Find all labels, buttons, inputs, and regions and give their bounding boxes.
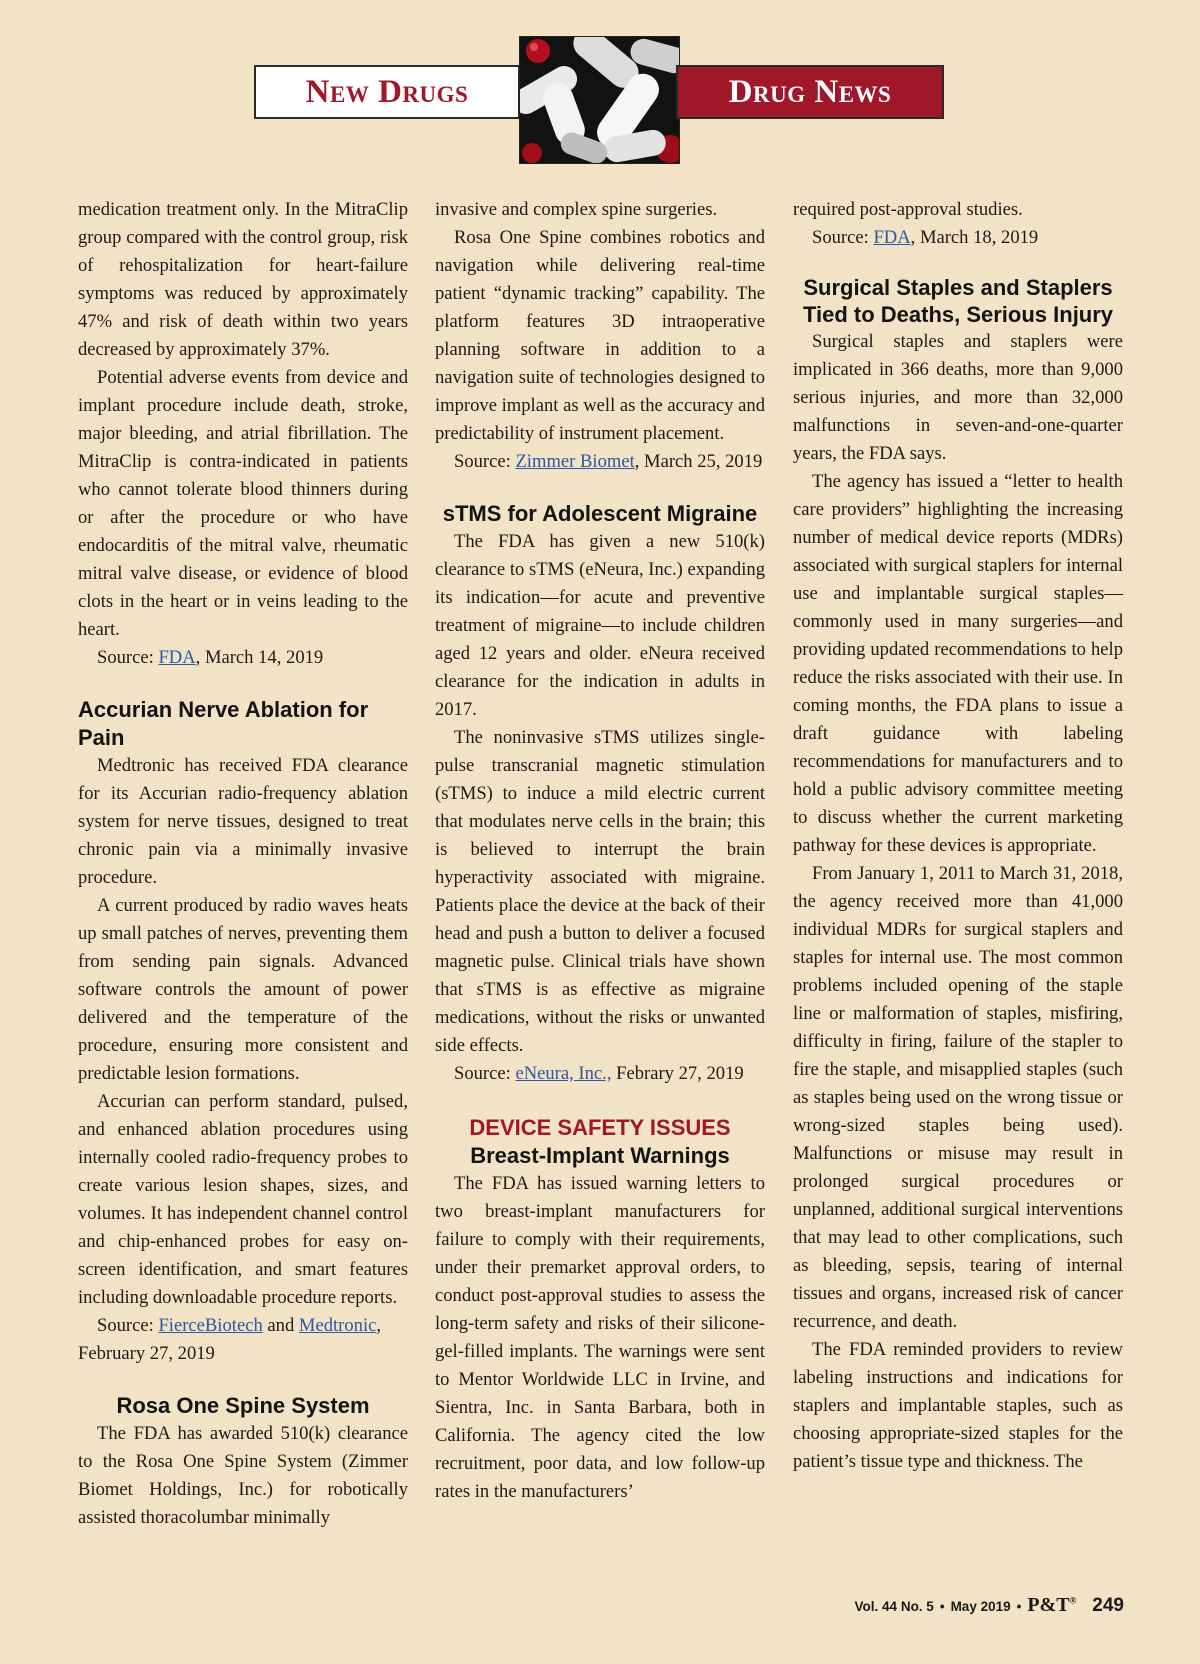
paragraph: medication treatment only. In the MitraClip group compared with the control group, risk of rehospitalization for heart-failure symptoms was reduced by approximately 47% and risk of death within two years decreased by approximately 37%. <box>78 199 408 360</box>
pills-image <box>520 37 680 164</box>
new-drugs-banner: New Drugs <box>254 65 520 119</box>
source-line <box>435 448 765 476</box>
masthead <box>0 0 1200 170</box>
source-date: , March 18, 2019 <box>910 227 1039 248</box>
paragraph: required post-approval studies. <box>793 199 1023 220</box>
registered-mark: ® <box>1069 1595 1077 1606</box>
paragraph: Medtronic has received FDA clearance for its Accurian radio-frequency ablation system for nerve tissues, designed to treat chronic pain via a minimally invasive procedure. <box>78 755 408 888</box>
source-conjunction: and <box>262 1315 299 1336</box>
page-footer <box>855 1594 1124 1617</box>
source-line <box>793 224 1123 252</box>
source-link-zimmer-biomet[interactable]: Zimmer Biomet <box>515 451 635 472</box>
separator-dot: • <box>1016 1599 1022 1614</box>
pills-photo <box>519 36 680 164</box>
paragraph: The FDA reminded providers to review labeling instructions and indications for staplers and implantable staples, such as choosing appropriate-sized staples for the patient’s tissue type and thickness. The <box>793 1339 1123 1472</box>
source-prefix: Source: <box>454 451 516 472</box>
paragraph: The FDA has issued warning letters to two breast-implant manufacturers for failure to comply with their requirements, under their premarket approval orders, to conduct post-approval studies to assess the long-term safety and risks of their silicone-gel-filled implants. The warnings were sent to Mentor Worldwide LLC in Irvine, and Sientra, Inc. in Santa Barbara, both in California. The agency cited the low recruitment, poor data, and low follow-up rates in the manufacturers’ <box>435 1173 765 1502</box>
separator-dot: • <box>939 1599 945 1614</box>
journal-name <box>1027 1594 1076 1617</box>
source-link-fda[interactable]: FDA <box>873 227 911 248</box>
source-link-fiercebiotech[interactable]: FierceBiotech <box>158 1315 263 1336</box>
paragraph: A current produced by radio waves heats up small patches of nerves, preventing them from sending pain signals. Advanced software controls the amount of power delivered and the temperature of the procedure, ensuring more consistent and predictable lesion formations. <box>78 895 408 1084</box>
source-link-medtronic[interactable]: Medtronic <box>298 1315 377 1336</box>
heading-stms: sTMS for Adolescent Migraine <box>442 501 758 526</box>
source-prefix: Source: <box>812 227 874 248</box>
source-prefix: Source: <box>97 1315 159 1336</box>
column-2 <box>435 196 765 1506</box>
paragraph: From January 1, 2011 to March 31, 2018, the agency received more than 41,000 individual MDRs for surgical staplers and staples for internal use. The most common problems included opening of the staple line or malformation of staples, misfiring, difficulty in firing, failure of the stapler to fire the staple, and misapplied staples (such as staples being used on the wrong tissue or wrong-sized staples being used). Malfunctions or misuse may result in prolonged surgical procedures or unplanned, additional surgical interventions that may lead to other complications, such as bleeding, sepsis, tearing of internal tissues and organs, increased risk of cancer recurrence, and death. <box>793 863 1123 1332</box>
source-date: , March 14, 2019 <box>195 647 324 668</box>
source-line <box>78 644 408 672</box>
column-1 <box>78 196 408 1532</box>
paragraph: The FDA has given a new 510(k) clearance to sTMS (eNeura, Inc.) expanding its indication—for acute and preventive treatment of migraine—to include children aged 12 years and older. eNeura received clearance for the indication in adults in 2017. <box>435 531 765 720</box>
heading-breast-implant: Breast-Implant Warnings <box>470 1143 730 1168</box>
paragraph: invasive and complex spine surgeries. <box>435 199 718 220</box>
source-date: Febrary 27, 2019 <box>611 1063 744 1084</box>
heading-surgical-staples: Surgical Staples and Staplers Tied to Deaths, Serious Injury <box>802 275 1114 327</box>
source-link-eneura[interactable]: eNeura, Inc., <box>515 1063 612 1084</box>
drug-news-banner: Drug News <box>676 65 944 119</box>
journal-title: P&T <box>1027 1594 1070 1616</box>
paragraph: Potential adverse events from device and implant procedure include death, stroke, major bleeding, and atrial fibrillation. The MitraClip is contra-indicated in patients who cannot tolerate blood thinners during or after the procedure or who have endocarditis of the mitral valve, rheumatic mitral valve disease, or evidence of blood clots in the heart or in veins leading to the heart. <box>78 367 408 640</box>
heading-rosa: Rosa One Spine System <box>116 1393 370 1418</box>
paragraph: The FDA has awarded 510(k) clearance to the Rosa One Spine System (Zimmer Biomet Holdings, Inc.) for robotically assisted thoracolumbar minimally <box>78 1423 408 1528</box>
source-line <box>78 1312 408 1368</box>
source-line <box>435 1060 765 1088</box>
paragraph: The noninvasive sTMS utilizes single-pulse transcranial magnetic stimulation (sTMS) to induce a mild electric current that modulates nerve cells in the brain; this is believed to interrupt the brain hyperactivity associated with migraine. Patients place the device at the back of their head and push a button to deliver a focused magnetic pulse. Clinical trials have shown that sTMS is as effective as migraine medications, without the risks or unwanted side effects. <box>435 727 765 1056</box>
source-prefix: Source: <box>454 1063 516 1084</box>
section-title-device-safety: DEVICE SAFETY ISSUES <box>469 1115 731 1140</box>
page-number: 249 <box>1092 1595 1124 1616</box>
paragraph: Accurian can perform standard, pulsed, and enhanced ablation procedures using internally cooled radio-frequency probes to create various lesion shapes, sizes, and volumes. It has independent channel control and chip-enhanced probes for easy on-screen identification, and smart features including downloadable procedure reports. <box>78 1091 408 1308</box>
column-3 <box>793 196 1123 1476</box>
source-link-fda[interactable]: FDA <box>158 647 196 668</box>
paragraph: The agency has issued a “letter to health care providers” highlighting the increasing number of medical device reports (MDRs) associated with surgical staplers for internal use and implantable surgical staples—commonly used in many surgeries—and providing updated recommendations to help reduce the risks associated with their use. In coming months, the FDA plans to issue a draft guidance with labeling recommendations for manufacturers and to hold a public advisory committee meeting to discuss whether the current marketing pathway for these devices is appropriate. <box>793 471 1123 856</box>
issue-number: Vol. 44 No. 5 <box>854 1599 934 1614</box>
paragraph: Surgical staples and staplers were implicated in 366 deaths, more than 9,000 serious injuries, and more than 32,000 malfunctions in seven-and-one-quarter years, the FDA says. <box>793 331 1123 464</box>
issue-date: May 2019 <box>950 1599 1011 1614</box>
heading-accurian: Accurian Nerve Ablation for Pain <box>78 697 369 750</box>
source-date: , February 27, 2019 <box>78 1315 382 1364</box>
source-prefix: Source: <box>97 647 159 668</box>
source-date: , March 25, 2019 <box>634 451 763 472</box>
paragraph: Rosa One Spine combines robotics and navigation while delivering real-time patient “dynamic tracking” capability. The platform features 3D intraoperative planning software in addition to a navigation suite of technologies designed to improve implant as well as the accuracy and predictability of instrument placement. <box>435 227 765 444</box>
